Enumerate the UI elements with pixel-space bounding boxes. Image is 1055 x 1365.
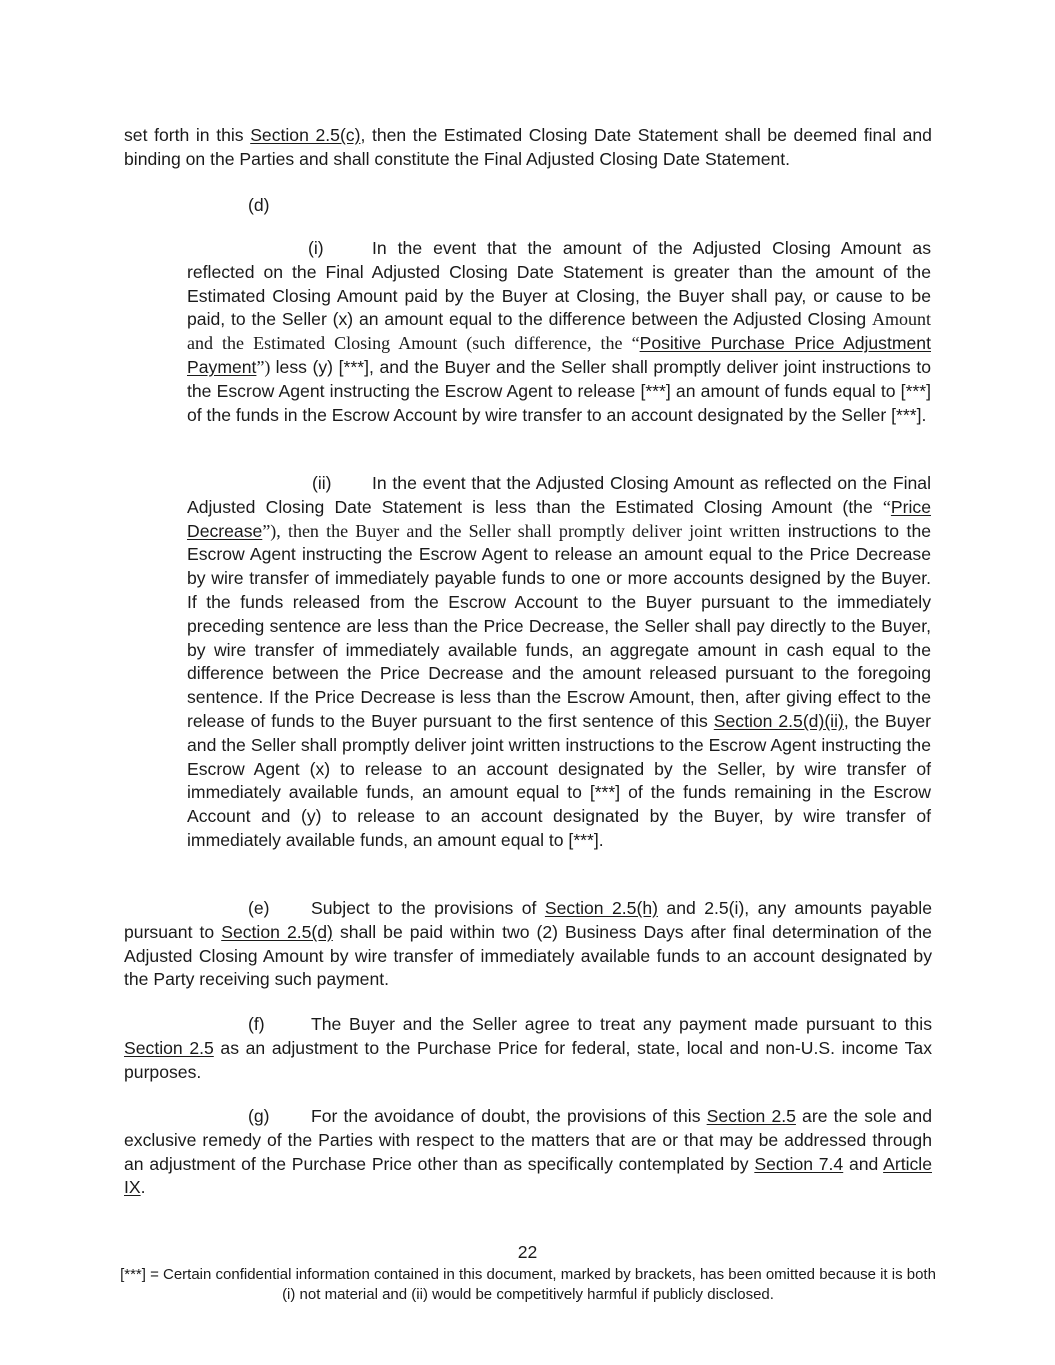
text: The Buyer and the Seller agree to treat any payment made pursuant to this	[311, 1014, 932, 1034]
clause-label: (g)	[248, 1106, 270, 1126]
text: as an adjustment to the Purchase Price for federal, state, local and non-U.S. income Tax purposes.	[124, 1037, 932, 1082]
paragraph-g	[124, 1105, 932, 1200]
text: .	[140, 1177, 146, 1198]
confidentiality-footnote: [***] = Certain confidential information contained in this document, marked by brackets, has been omitted because it is both (i) not material and (ii) would be competitively harmful if publicly disclosed.	[120, 1266, 936, 1303]
paragraph-f	[124, 1013, 932, 1084]
text: ”)	[256, 356, 276, 377]
subsection-d-label: (d)	[248, 195, 270, 215]
clause-label: (f)	[248, 1014, 265, 1034]
section-ref-2-5-h: Section 2.5(h)	[544, 898, 658, 918]
paragraph-c-continuation	[124, 124, 932, 172]
text: Subject to the provisions of	[311, 898, 545, 918]
text: In the event that the Adjusted Closing Amount as reflected on the Final Adjusted Closing Date Statement is less than the Estimated Closing Amount (the	[187, 473, 931, 517]
section-ref-2-5-d: Section 2.5(d)	[221, 921, 333, 942]
section-ref-7-4: Section 7.4	[754, 1153, 844, 1174]
text: shall be paid within two (2) Business Days after final determination of the Adjusted Closing Amount by wire transfer of immediately available funds to an account designated by the Party receiving such payment.	[124, 921, 932, 990]
clause-label: (i)	[308, 238, 324, 258]
clause-label: (ii)	[312, 473, 332, 493]
text: and 2.5(i), any amounts payable pursuant to	[124, 898, 932, 942]
paragraph-d-ii	[187, 472, 931, 853]
section-ref-2-5: Section 2.5	[124, 1037, 214, 1058]
clause-label: (e)	[248, 898, 270, 918]
section-ref-2-5-c: Section 2.5(c)	[250, 125, 361, 145]
section-ref-2-5: Section 2.5	[706, 1106, 796, 1126]
text: less (y) [***], and the Buyer and the Seller shall promptly deliver joint instructions to the Escrow Agent instructing the Escrow Agent to release [***] an amount of funds equal to [***] of the funds in the Escrow Account by wire transfer to an account designated by the Seller [***].	[187, 356, 931, 425]
text: and	[843, 1153, 884, 1174]
text: instructions to the Escrow Agent instructing the Escrow Agent to release an amount equal to the Price Decrease by wire transfer of immediately payable funds to one or more accounts designed by the Buyer. If the funds released from the Escrow Account to the Buyer pursuant to the immediately preceding sentence are less than the Price Decrease, the Seller shall pay directly to the Buyer, by wire transfer of immediately available funds, an aggregate amount in cash equal to the difference between the Price Decrease and the amount released pursuant to the foregoing sentence. If the Price Decrease is less than the Escrow Amount, then, after giving effect to the release of funds to the Buyer pursuant to the first sentence of this	[187, 520, 932, 731]
text: For the avoidance of doubt, the provisions of this	[311, 1106, 707, 1126]
article-ref-ix: Article IX	[124, 1153, 932, 1198]
text: In the event that the amount of the Adjusted Closing Amount as reflected on the Final Adjusted Closing Date Statement is greater than the amount of the Estimated Closing Amount paid by the Buyer at Closing, the Buyer shall pay, or cause to be paid, to the Seller (x) an amount equal to the difference between the Adjusted Closing	[187, 238, 931, 330]
text: , then the Estimated Closing Date Statement shall be deemed final and binding on the Parties and shall constitute the Final Adjusted Closing Date Statement.	[124, 125, 932, 169]
defined-term-positive-purchase-price-adjustment-payment: Positive Purchase Price Adjustment Payment	[187, 333, 931, 377]
paragraph-e	[124, 897, 932, 992]
defined-term-price-decrease: Price Decrease	[187, 496, 931, 541]
section-ref-2-5-d-ii: Section 2.5(d)(ii)	[713, 710, 844, 731]
paragraph-d-i	[187, 237, 931, 427]
text: Amount and the Estimated Closing Amount (such difference, the “	[187, 309, 931, 354]
text: ”), then the Buyer and the Seller shall promptly deliver joint written	[262, 520, 781, 541]
text: “	[882, 496, 891, 517]
text: , the Buyer and the Seller shall promptly deliver joint written instructions to the Escrow Agent instructing the Escrow Agent (x) to release to an account designated by the Seller, by wire transfer of immediately available funds, an amount equal to [***] of the funds remaining in the Escrow Account and (y) to release to an account designated by the Buyer, by wire transfer of immediately available funds, an amount equal to [***].	[187, 710, 931, 850]
page-number: 22	[517, 1242, 538, 1262]
text: set forth in this	[124, 125, 251, 145]
text: are the sole and exclusive remedy of the Parties with respect to the matters that are or that may be addressed through an adjustment of the Purchase Price other than as specifically contemplated by	[124, 1106, 932, 1174]
